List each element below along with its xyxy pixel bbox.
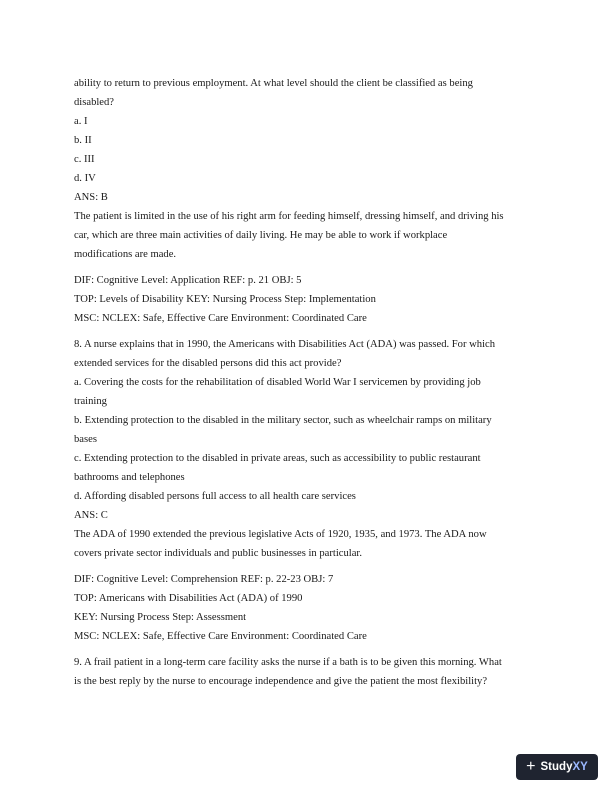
q7-meta-line: DIF: Cognitive Level: Application REF: p. 21 OBJ: 5	[74, 275, 302, 286]
q8-stem-line: extended services for the disabled persons did this act provide?	[74, 358, 342, 369]
q7-option-d: d. IV	[74, 173, 96, 184]
q7-stem-line: disabled?	[74, 97, 115, 108]
q8-stem-line: 8. A nurse explains that in 1990, the Americans with Disabilities Act (ADA) was passed. For which	[74, 339, 496, 350]
q8-meta-line: MSC: NCLEX: Safe, Effective Care Environment: Coordinated Care	[74, 631, 367, 642]
q8-answer: ANS: C	[74, 510, 108, 521]
q7-option-b: b. II	[74, 135, 92, 146]
q7-stem-line: ability to return to previous employment. At what level should the client be classified as being	[74, 78, 473, 89]
q8-option-b-cont: bases	[74, 434, 97, 445]
studyxy-badge[interactable]	[516, 754, 598, 780]
q8-meta-line: DIF: Cognitive Level: Comprehension REF: p. 22-23 OBJ: 7	[74, 574, 334, 585]
q7-rationale-line: The patient is limited in the use of his right arm for feeding himself, dressing himself, and driving his	[74, 211, 504, 222]
q8-option-d: d. Affording disabled persons full access to all health care services	[74, 491, 356, 502]
q7-meta-line: TOP: Levels of Disability KEY: Nursing Process Step: Implementation	[74, 294, 376, 305]
q8-option-b: b. Extending protection to the disabled in the military sector, such as wheelchair ramps on military	[74, 415, 492, 426]
q8-option-c: c. Extending protection to the disabled in private areas, such as accessibility to public restaurant	[74, 453, 481, 464]
q8-meta-line: TOP: Americans with Disabilities Act (ADA) of 1990	[74, 593, 303, 604]
q8-option-a-cont: training	[74, 396, 107, 407]
badge-label-xy: XY	[572, 761, 588, 773]
badge-label-study: Study	[540, 761, 573, 773]
q7-option-c: c. III	[74, 154, 95, 165]
q8-rationale-line: covers private sector individuals and public businesses in particular.	[74, 548, 363, 559]
q7-rationale-line: modifications are made.	[74, 249, 177, 260]
q8-option-c-cont: bathrooms and telephones	[74, 472, 185, 483]
q8-option-a: a. Covering the costs for the rehabilitation of disabled World War I servicemen by providing job	[74, 377, 481, 388]
q9-stem-line: 9. A frail patient in a long-term care facility asks the nurse if a bath is to be given this morning. What	[74, 657, 502, 668]
q7-answer: ANS: B	[74, 192, 108, 203]
document-page	[74, 74, 544, 691]
q9-stem-line: is the best reply by the nurse to encourage independence and give the patient the most flexibility?	[74, 676, 488, 687]
plus-icon: +	[526, 758, 536, 775]
q8-rationale-line: The ADA of 1990 extended the previous legislative Acts of 1920, 1935, and 1973. The ADA now	[74, 529, 487, 540]
q7-meta-line: MSC: NCLEX: Safe, Effective Care Environment: Coordinated Care	[74, 313, 367, 324]
q7-rationale-line: car, which are three main activities of daily living. He may be able to work if workplace	[74, 230, 448, 241]
q7-option-a: a. I	[74, 116, 88, 127]
q8-meta-line: KEY: Nursing Process Step: Assessment	[74, 612, 247, 623]
